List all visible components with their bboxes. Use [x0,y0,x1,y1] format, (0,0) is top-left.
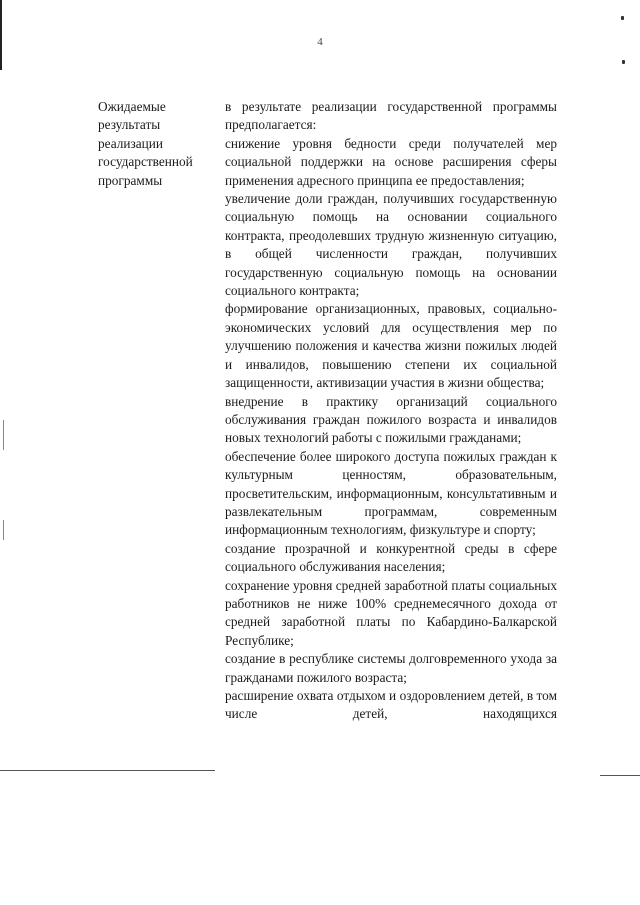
result-item: формирование организационных, правовых, социально-экономических условий для осуществления мер по улучшению положения и качества жизни пожилых людей и инвалидов, повышению степени их социальной защищенности, активизации участия в жизни общества; [225,301,557,391]
result-item: снижение уровня бедности среди получателей мер социальной поддержки на основе расширения сферы применения адресного принципа ее предоставления; [225,135,557,188]
scan-line-left [0,770,215,771]
expected-results-text [225,98,557,724]
scan-speck [621,16,624,20]
section-label [98,98,216,190]
section-label-line: результаты [98,117,161,133]
section-label-line: реализации [98,135,163,151]
section-label-line: программы [98,172,163,188]
result-item: сохранение уровня средней заработной платы социальных работников не ниже 100% среднемесячного дохода от средней заработной платы по Кабардино-Балкарской Республике; [225,577,557,648]
scan-tick [3,420,4,450]
result-item: создание в республике системы долговременного ухода за гражданами пожилого возраста; [225,651,557,685]
scan-tick [3,520,4,540]
result-item: расширение охвата отдыхом и оздоровлением детей, в том числе детей, находящихся [225,688,557,722]
section-label-line: государственной [98,154,193,170]
intro-paragraph: в результате реализации государственной программы предполагается: [225,99,557,133]
result-item: внедрение в практику организаций социального обслуживания граждан пожилого возраста и инвалидов новых технологий работы с пожилыми гражданами; [225,393,557,446]
result-item: создание прозрачной и конкурентной среды в сфере социального обслуживания населения; [225,540,557,575]
result-item: обеспечение более широкого доступа пожилых граждан к культурным ценностям, образовательным, просветительским, информационным, консультативным и развлекательным программам, современным информационным технологиям, физкультуре и спорту; [225,448,557,538]
section-label-line: Ожидаемые [98,99,166,114]
scan-line-right [600,775,640,776]
page-number: 4 [317,36,323,48]
scan-speck [622,60,625,64]
result-item: увеличение доли граждан, получивших государственную социальную помощь на основании социального контракта, преодолевших трудную жизненную ситуацию, в общей численности граждан, получивших государственную социальную помощь на основании социального контракта; [225,191,557,299]
scan-edge-mark [0,0,2,70]
